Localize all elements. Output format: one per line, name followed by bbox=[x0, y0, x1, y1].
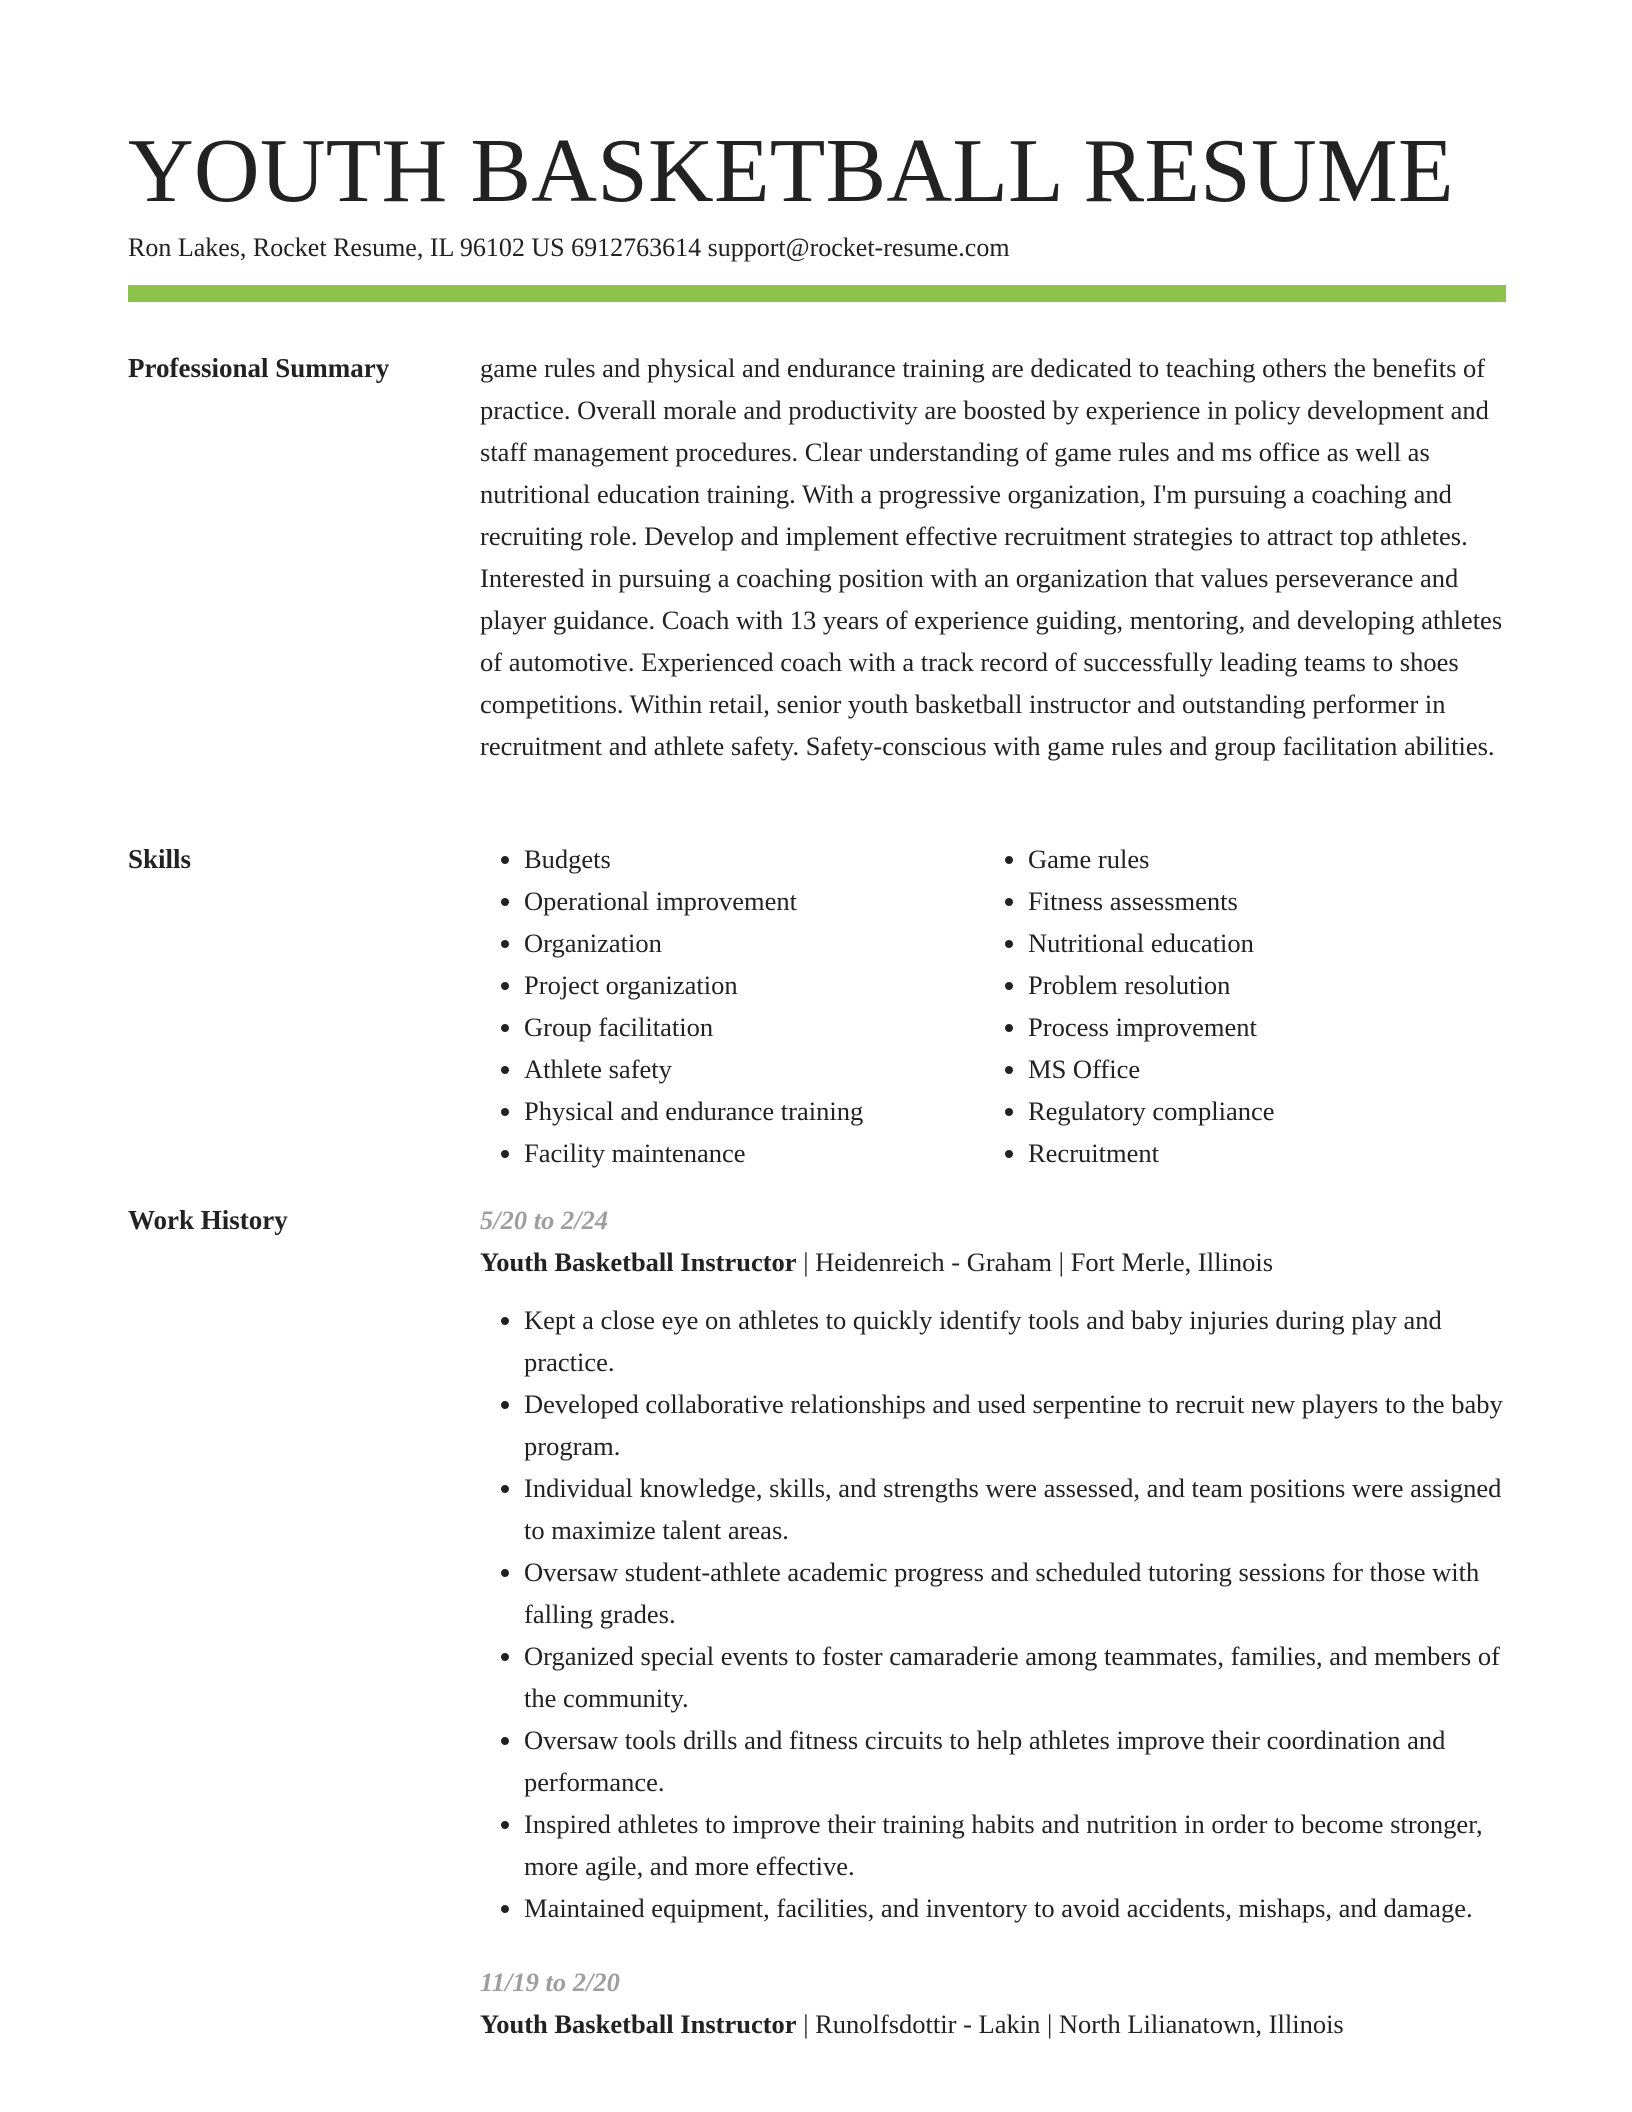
skills-list-right bbox=[984, 838, 1275, 1174]
skill-item: • Organization bbox=[524, 922, 984, 964]
job-bullets bbox=[480, 1299, 1506, 1929]
summary-section bbox=[480, 347, 1506, 767]
resume-title: YOUTH BASKETBALL RESUME bbox=[128, 120, 1454, 221]
skills-heading: Skills bbox=[128, 844, 192, 874]
job-bullet: • Organized special events to foster camaraderie among teammates, families, and members of the community. bbox=[524, 1635, 1506, 1719]
skill-item: • Nutritional education bbox=[1028, 922, 1275, 964]
skill-item: • MS Office bbox=[1028, 1048, 1275, 1090]
skill-item: • Process improvement bbox=[1028, 1006, 1275, 1048]
job-bullet: • Maintained equipment, facilities, and inventory to avoid accidents, mishaps, and damage. bbox=[524, 1887, 1506, 1929]
skill-item: • Fitness assessments bbox=[1028, 880, 1275, 922]
job-header bbox=[480, 2003, 1506, 2045]
skill-item: • Project organization bbox=[524, 964, 984, 1006]
job-bullet: • Individual knowledge, skills, and strengths were assessed, and team positions were assigned to maximize talent areas. bbox=[524, 1467, 1506, 1551]
header-divider bbox=[128, 285, 1506, 302]
skill-item: • Athlete safety bbox=[524, 1048, 984, 1090]
skill-item: • Group facilitation bbox=[524, 1006, 984, 1048]
job-details: | Heidenreich - Graham | Fort Merle, Illinois bbox=[796, 1247, 1274, 1277]
job-bullet: • Oversaw tools drills and fitness circuits to help athletes improve their coordination and performance. bbox=[524, 1719, 1506, 1803]
job-dates: 11/19 to 2/20 bbox=[480, 1967, 620, 1997]
skill-item: • Regulatory compliance bbox=[1028, 1090, 1275, 1132]
work-history-section bbox=[480, 1199, 1506, 2045]
job-bullet: • Kept a close eye on athletes to quickly identify tools and baby injuries during play and practice. bbox=[524, 1299, 1506, 1383]
job-bullet: • Oversaw student-athlete academic progress and scheduled tutoring sessions for those with falling grades. bbox=[524, 1551, 1506, 1635]
skill-item: • Problem resolution bbox=[1028, 964, 1275, 1006]
skill-item: • Operational improvement bbox=[524, 880, 984, 922]
job-entry bbox=[480, 1961, 1506, 2045]
job-entry bbox=[480, 1199, 1506, 1929]
summary-heading: Professional Summary bbox=[128, 353, 390, 383]
work-history-heading: Work History bbox=[128, 1205, 288, 1235]
job-header bbox=[480, 1241, 1506, 1283]
job-title: Youth Basketball Instructor bbox=[480, 1247, 797, 1277]
skill-item: • Game rules bbox=[1028, 838, 1275, 880]
job-bullet: • Developed collaborative relationships and used serpentine to recruit new players to the baby program. bbox=[524, 1383, 1506, 1467]
skill-item: • Facility maintenance bbox=[524, 1132, 984, 1174]
job-dates: 5/20 to 2/24 bbox=[480, 1205, 609, 1235]
skills-list-left bbox=[480, 838, 984, 1174]
skill-item: • Budgets bbox=[524, 838, 984, 880]
skills-columns bbox=[480, 838, 1506, 1174]
job-title: Youth Basketball Instructor bbox=[480, 2009, 797, 2039]
skills-section bbox=[480, 838, 1506, 1174]
skill-item: • Recruitment bbox=[1028, 1132, 1275, 1174]
job-details: | Runolfsdottir - Lakin | North Lilianatown, Illinois bbox=[796, 2009, 1344, 2039]
summary-text: game rules and physical and endurance training are dedicated to teaching others the benefits of practice. Overall morale and productivity are boosted by experience in policy development and staff management procedures. Clear understanding of game rules and ms office as well as nutritional education training. With a progressive organization, I'm pursuing a coaching and recruiting role. Develop and implement effective recruitment strategies to attract top athletes. Interested in pursuing a coaching position with an organization that values perseverance and player guidance. Coach with 13 years of experience guiding, mentoring, and developing athletes of automotive. Experienced coach with a track record of successfully leading teams to shoes competitions. Within retail, senior youth basketball instructor and outstanding performer in recruitment and athlete safety. Safety-conscious with game rules and group facilitation abilities. bbox=[480, 353, 1503, 761]
job-bullet: • Inspired athletes to improve their training habits and nutrition in order to become stronger, more agile, and more effective. bbox=[524, 1803, 1506, 1887]
skill-item: • Physical and endurance training bbox=[524, 1090, 984, 1132]
contact-info: Ron Lakes, Rocket Resume, IL 96102 US 6912763614 support@rocket-resume.com bbox=[128, 233, 1010, 262]
